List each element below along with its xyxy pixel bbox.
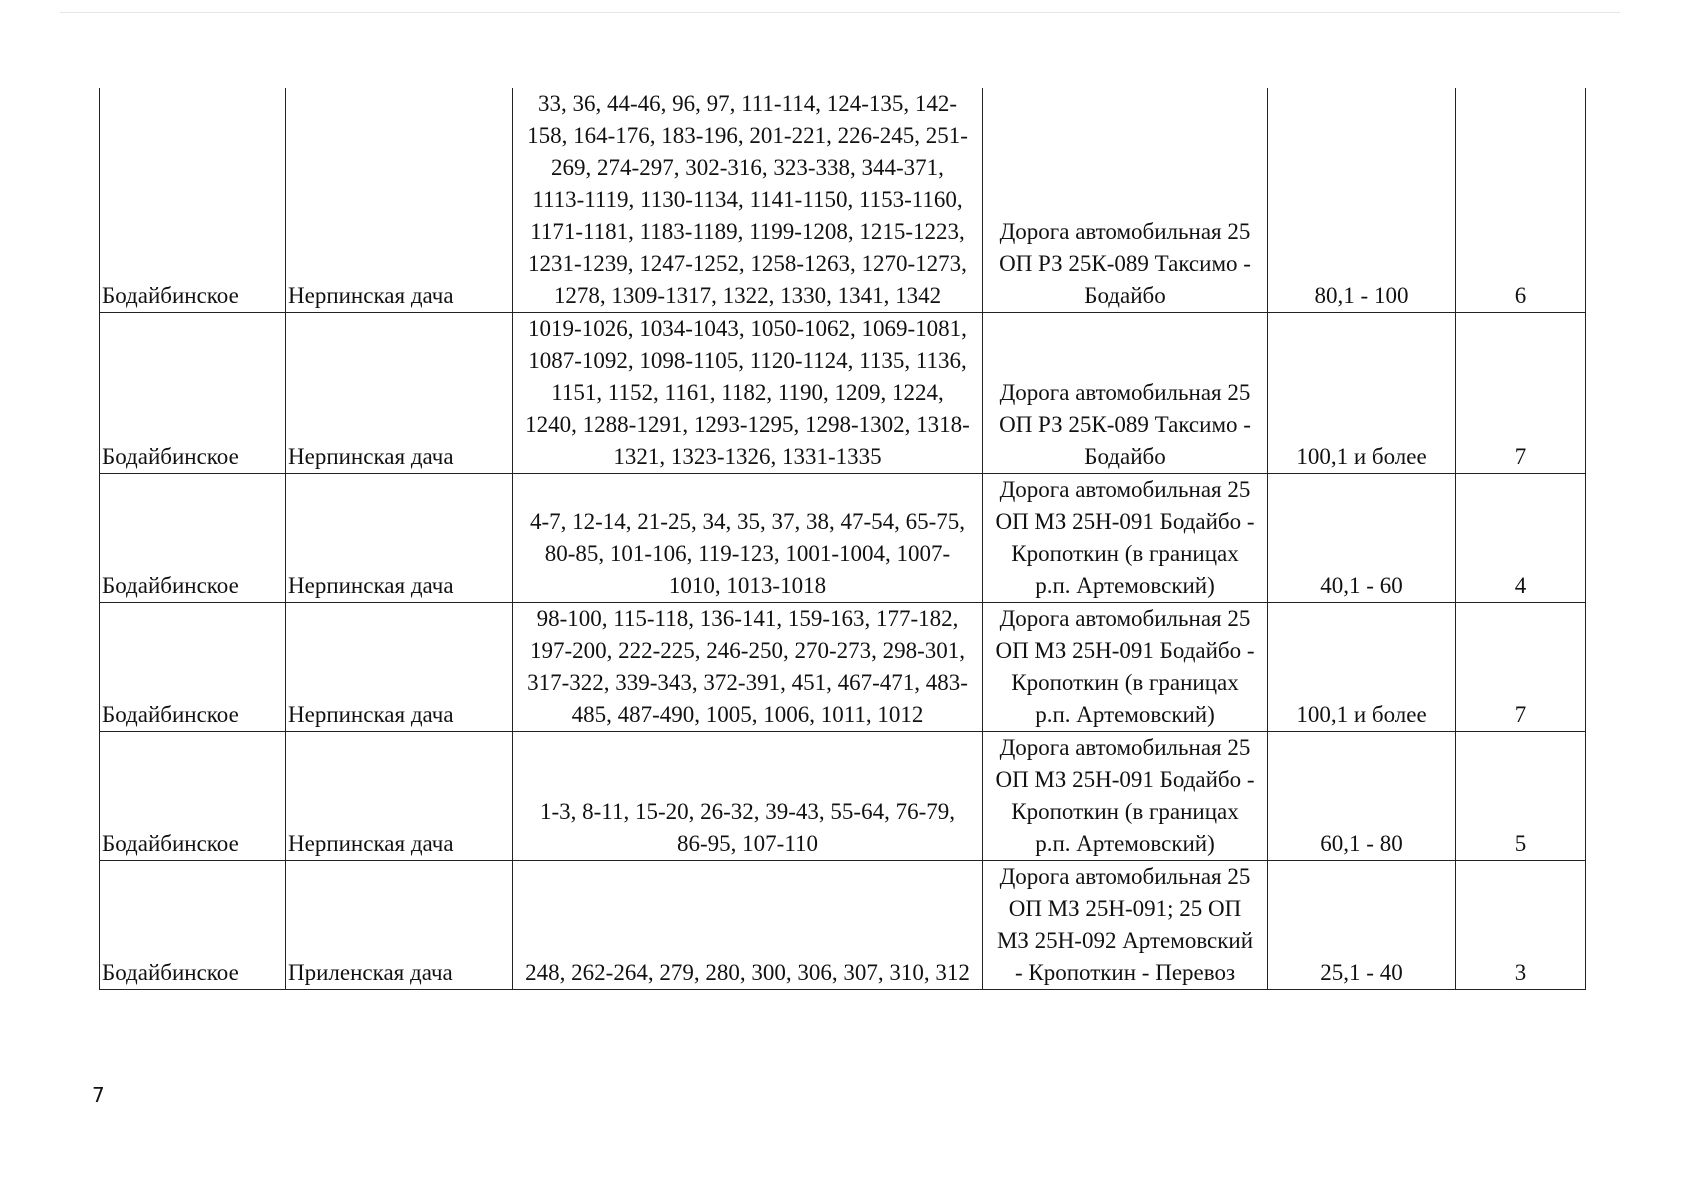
table-row (100, 474, 1586, 603)
district-cell: Бодайбинское (100, 313, 286, 474)
class-cell: 6 (1456, 88, 1586, 313)
road-cell: Дорога автомобильная 25 ОП РЗ 25К-089 Таксимо - Бодайбо (983, 88, 1268, 313)
table-row (100, 732, 1586, 861)
district-cell: Бодайбинское (100, 88, 286, 313)
table-row (100, 861, 1586, 990)
quarters-cell: 1019-1026, 1034-1043, 1050-1062, 1069-1081, 1087-1092, 1098-1105, 1120-1124, 1135, 1136, 1151, 1152, 1161, 1182, 1190, 1209, 1224, 1240, 1288-1291, 1293-1295, 1298-1302, 1318- 1321, 1323-1326, 1331-1335 (513, 313, 983, 474)
road-cell: Дорога автомобильная 25 ОП РЗ 25К-089 Таксимо - Бодайбо (983, 313, 1268, 474)
forestry-cell: Нерпинская дача (286, 603, 513, 732)
range-cell: 80,1 - 100 (1268, 88, 1456, 313)
range-cell: 60,1 - 80 (1268, 732, 1456, 861)
quarters-cell: 33, 36, 44-46, 96, 97, 111-114, 124-135, 142- 158, 164-176, 183-196, 201-221, 226-245, 251- 269, 274-297, 302-316, 323-338, 344-371, 1113-1119, 1130-1134, 1141-1150, 1153-1160, 1171-1181, 1183-1189, 1199-1208, 1215-1223, 1231-1239, 1247-1252, 1258-1263, 1270-1273, 1278, 1309-1317, 1322, 1330, 1341, 1342 (513, 88, 983, 313)
district-cell: Бодайбинское (100, 732, 286, 861)
forestry-cell: Нерпинская дача (286, 88, 513, 313)
range-cell: 100,1 и более (1268, 313, 1456, 474)
quarters-cell: 1-3, 8-11, 15-20, 26-32, 39-43, 55-64, 76-79, 86-95, 107-110 (513, 732, 983, 861)
forest-roads-table (99, 88, 1586, 990)
class-cell: 7 (1456, 313, 1586, 474)
range-cell: 100,1 и более (1268, 603, 1456, 732)
table-row (100, 603, 1586, 732)
class-cell: 7 (1456, 603, 1586, 732)
range-cell: 25,1 - 40 (1268, 861, 1456, 990)
forestry-cell: Нерпинская дача (286, 732, 513, 861)
district-cell: Бодайбинское (100, 474, 286, 603)
scan-artifact-line (60, 12, 1620, 13)
road-cell: Дорога автомобильная 25 ОП МЗ 25Н-091 Бодайбо - Кропоткин (в границах р.п. Артемовский) (983, 474, 1268, 603)
road-cell: Дорога автомобильная 25 ОП МЗ 25Н-091 Бодайбо - Кропоткин (в границах р.п. Артемовский) (983, 732, 1268, 861)
class-cell: 3 (1456, 861, 1586, 990)
table-row (100, 88, 1586, 313)
range-cell: 40,1 - 60 (1268, 474, 1456, 603)
table-row (100, 313, 1586, 474)
district-cell: Бодайбинское (100, 603, 286, 732)
forestry-cell: Приленская дача (286, 861, 513, 990)
quarters-cell: 248, 262-264, 279, 280, 300, 306, 307, 310, 312 (513, 861, 983, 990)
district-cell: Бодайбинское (100, 861, 286, 990)
forestry-cell: Нерпинская дача (286, 474, 513, 603)
class-cell: 4 (1456, 474, 1586, 603)
quarters-cell: 98-100, 115-118, 136-141, 159-163, 177-182, 197-200, 222-225, 246-250, 270-273, 298-301, 317-322, 339-343, 372-391, 451, 467-471, 483- 485, 487-490, 1005, 1006, 1011, 1012 (513, 603, 983, 732)
road-cell: Дорога автомобильная 25 ОП МЗ 25Н-091; 25 ОП МЗ 25Н-092 Артемовский - Кропоткин - Перевоз (983, 861, 1268, 990)
page-number: 7 (92, 1083, 105, 1107)
forestry-cell: Нерпинская дача (286, 313, 513, 474)
class-cell: 5 (1456, 732, 1586, 861)
quarters-cell: 4-7, 12-14, 21-25, 34, 35, 37, 38, 47-54, 65-75, 80-85, 101-106, 119-123, 1001-1004, 1007- 1010, 1013-1018 (513, 474, 983, 603)
road-cell: Дорога автомобильная 25 ОП МЗ 25Н-091 Бодайбо - Кропоткин (в границах р.п. Артемовский) (983, 603, 1268, 732)
